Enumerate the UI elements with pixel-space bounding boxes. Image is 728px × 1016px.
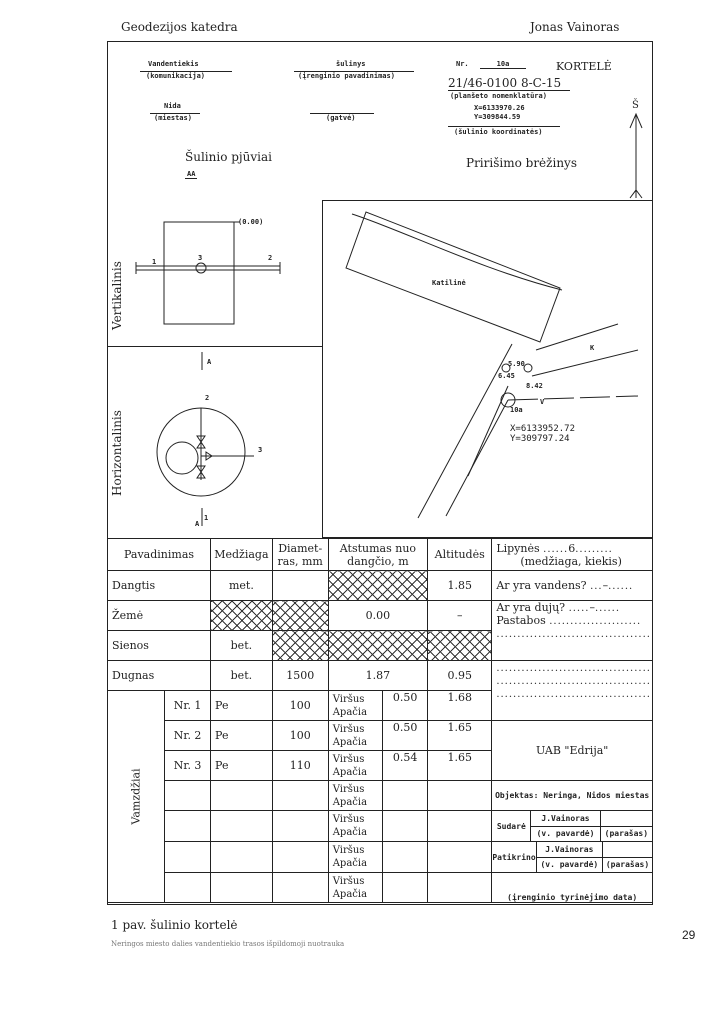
pjuviai-title: Šulinio pjūviai — [185, 150, 272, 164]
pipe-material — [211, 811, 273, 842]
pipe-alt: 1.65 — [428, 751, 492, 781]
pipe-diam: 100 — [272, 721, 328, 751]
vertical-pipe-3-label: 3 — [198, 254, 203, 262]
coord-x: X=6133970.26 — [474, 104, 525, 112]
vardas-label: (v. pavardė) — [531, 826, 600, 841]
pipe-dist — [383, 811, 428, 842]
irenginys-label: (įrenginio pavadinimas) — [298, 72, 395, 80]
header-diam: Diamet-ras, mm — [272, 539, 328, 571]
patikrino-signature — [603, 842, 653, 857]
pipe-material: Pe — [211, 691, 273, 721]
row-alt: – — [428, 601, 492, 631]
pastabos-label: Pastabos — [496, 614, 546, 627]
row-material: bet. — [211, 631, 273, 661]
pipe-dist: 0.54 — [383, 751, 428, 781]
distance-a: 8.42 — [526, 382, 543, 390]
vertical-section-label: Vertikalinis — [110, 261, 124, 330]
pipe-material: Pe — [211, 721, 273, 751]
pipe-alt — [428, 842, 492, 873]
header-atstumas: Atstumas nuo dangčio, m — [328, 539, 427, 571]
row-dist: 1.87 — [328, 661, 427, 691]
miestas-label: (miestas) — [154, 114, 192, 122]
pipe-material — [211, 873, 273, 903]
komunikacija-label: (komunikacija) — [146, 72, 206, 80]
well-section-drawing — [130, 210, 320, 540]
row-dist — [328, 571, 427, 601]
vertical-pipe-1-label: 1 — [152, 258, 157, 266]
pipe-nr — [165, 873, 211, 903]
data-cell: (įrenginio tyrinėjimo data) — [492, 873, 653, 903]
objektas-cell: Objektas: Neringa, Nidos miestas — [492, 781, 653, 811]
plan-coord-y: Y=309797.24 — [510, 434, 570, 444]
pipe-dist — [383, 873, 428, 903]
vardas-label: (v. pavardė) — [536, 857, 602, 872]
pipe-diam — [272, 811, 328, 842]
pipe-k-label: K — [590, 344, 595, 352]
pipe-dist: 0.50 — [383, 691, 428, 721]
sudare-label: Sudarė — [492, 811, 531, 841]
pipe-nr — [165, 811, 211, 842]
header-right: Jonas Vainoras — [530, 20, 620, 34]
patikrino-cell — [492, 842, 653, 873]
row-material — [211, 601, 273, 631]
sudare-signature — [600, 811, 652, 826]
row-name: Dangtis — [108, 571, 211, 601]
row-name: Žemė — [108, 601, 211, 631]
row-alt — [428, 631, 492, 661]
distance-b: 6.45 — [498, 372, 515, 380]
horizontal-pipe-2-label: 2 — [205, 394, 210, 402]
coord-label: (šulinio koordinatės) — [454, 128, 543, 136]
row-alt: 1.85 — [428, 571, 492, 601]
pipe-nr — [165, 781, 211, 811]
brezinys-title: Pririšimo brėžinys — [466, 156, 577, 170]
horizontal-pipe-1-label: 1 — [204, 514, 209, 522]
section-a-top: A — [207, 358, 212, 366]
row-material: met. — [211, 571, 273, 601]
section-a-bottom: A — [195, 520, 200, 528]
nr-label: Nr. — [456, 60, 469, 68]
komunikacija-value: Vandentiekis — [148, 60, 199, 68]
duju-cell: Ar yra dujų? .....–...... Pastabos ...................... ..................................... — [492, 601, 653, 661]
pipe-levels: Viršus Apačia — [328, 873, 382, 903]
pipe-diam: 110 — [272, 751, 328, 781]
divider — [448, 126, 560, 127]
row-name: Sienos — [108, 631, 211, 661]
divider — [448, 90, 570, 91]
patikrino-label: Patikrino — [492, 842, 536, 872]
pipe-nr: Nr. 2 — [165, 721, 211, 751]
row-diam: 1500 — [272, 661, 328, 691]
row-name: Dugnas — [108, 661, 211, 691]
figure-subcaption: Neringos miesto dalies vandentiekio trasos išpildomoji nuotrauka — [111, 940, 345, 948]
parasas-label: (parašas) — [604, 829, 649, 839]
pipe-levels: Viršus Apačia — [328, 781, 382, 811]
tie-plan-drawing — [322, 200, 653, 538]
gatve-label: (gatvė) — [326, 114, 356, 122]
header-pavadinimas: Pavadinimas — [108, 539, 211, 571]
pipe-diam — [272, 781, 328, 811]
nr-value: 10a — [480, 60, 526, 69]
pipe-alt — [428, 873, 492, 903]
aa-label: AA — [187, 170, 196, 178]
pipe-levels: Viršus Apačia — [328, 751, 382, 781]
lipynes-cell: Lipynės ......6......... (medžiaga, kiekis) — [492, 539, 653, 571]
well-data-table — [107, 538, 653, 903]
distance-c: 5.90 — [508, 360, 525, 368]
pipe-alt: 1.65 — [428, 721, 492, 751]
header-medziaga: Medžiaga — [211, 539, 273, 571]
row-dist — [328, 631, 427, 661]
pastabos-lines: ..................................... ..................................... ..................................... — [492, 661, 653, 721]
row-material: bet. — [211, 661, 273, 691]
pipe-material — [211, 781, 273, 811]
pipe-v-label: V — [540, 398, 545, 406]
plan-coord-x: X=6133952.72 — [510, 424, 576, 434]
pipe-diam: 100 — [272, 691, 328, 721]
row-diam — [272, 601, 328, 631]
vamzdziai-cell — [108, 691, 165, 903]
header-left: Geodezijos katedra — [121, 20, 238, 34]
pipe-levels: Viršus Apačia — [328, 811, 382, 842]
row-alt: 0.95 — [428, 661, 492, 691]
horizontal-section-label: Horizontalinis — [110, 410, 124, 496]
pipe-levels: Viršus Apačia — [328, 721, 382, 751]
page-number: 29 — [682, 928, 696, 942]
patikrino-name: J.Vainoras — [536, 842, 602, 857]
pipe-diam — [272, 842, 328, 873]
nomenklatura-label: (planšeto nomenklatūra) — [450, 92, 547, 100]
pipe-material — [211, 842, 273, 873]
north-label: Š — [632, 100, 639, 111]
building-label: Katilinė — [432, 279, 466, 287]
row-diam — [272, 571, 328, 601]
pipe-alt: 1.68 — [428, 691, 492, 721]
pipe-diam — [272, 873, 328, 903]
pipe-material: Pe — [211, 751, 273, 781]
figure-caption: 1 pav. šulinio kortelė — [111, 918, 238, 932]
pipe-dist: 0.50 — [383, 721, 428, 751]
sudare-cell — [492, 811, 653, 842]
nomenklatura-value: 21/46-0100 8-C-15 — [448, 76, 562, 90]
row-dist: 0.00 — [328, 601, 427, 631]
vandens-cell: Ar yra vandens? ...–...... — [492, 571, 653, 601]
pipe-alt — [428, 781, 492, 811]
pipe-nr — [165, 842, 211, 873]
pipe-levels: Viršus Apačia — [328, 691, 382, 721]
vamzdziai-label: Vamzdžiai — [129, 768, 143, 825]
pipe-nr: Nr. 1 — [165, 691, 211, 721]
pipe-dist — [383, 842, 428, 873]
vertical-pipe-2-label: 2 — [268, 254, 273, 262]
pipe-nr: Nr. 3 — [165, 751, 211, 781]
lipynes-sub: (medžiaga, kiekis) — [520, 554, 622, 568]
horizontal-pipe-3-label: 3 — [258, 446, 263, 454]
miestas-value: Nida — [164, 102, 181, 110]
parasas-label: (parašas) — [605, 860, 650, 870]
well-number-label: 10a — [510, 406, 523, 414]
coord-y: Y=309844.59 — [474, 113, 521, 121]
north-arrow-icon — [628, 112, 644, 202]
company-cell: UAB "Edrija" — [492, 721, 653, 781]
irenginys-value: šulinys — [336, 60, 366, 68]
pipe-dist — [383, 781, 428, 811]
lipynes-value: 6 — [568, 541, 576, 555]
sudare-name: J.Vainoras — [531, 811, 600, 826]
level-label: (0.00) — [238, 218, 264, 226]
header-altitudes: Altitudės — [428, 539, 492, 571]
pipe-alt — [428, 811, 492, 842]
kortele-title: KORTELĖ — [556, 60, 612, 73]
row-diam — [272, 631, 328, 661]
pipe-levels: Viršus Apačia — [328, 842, 382, 873]
